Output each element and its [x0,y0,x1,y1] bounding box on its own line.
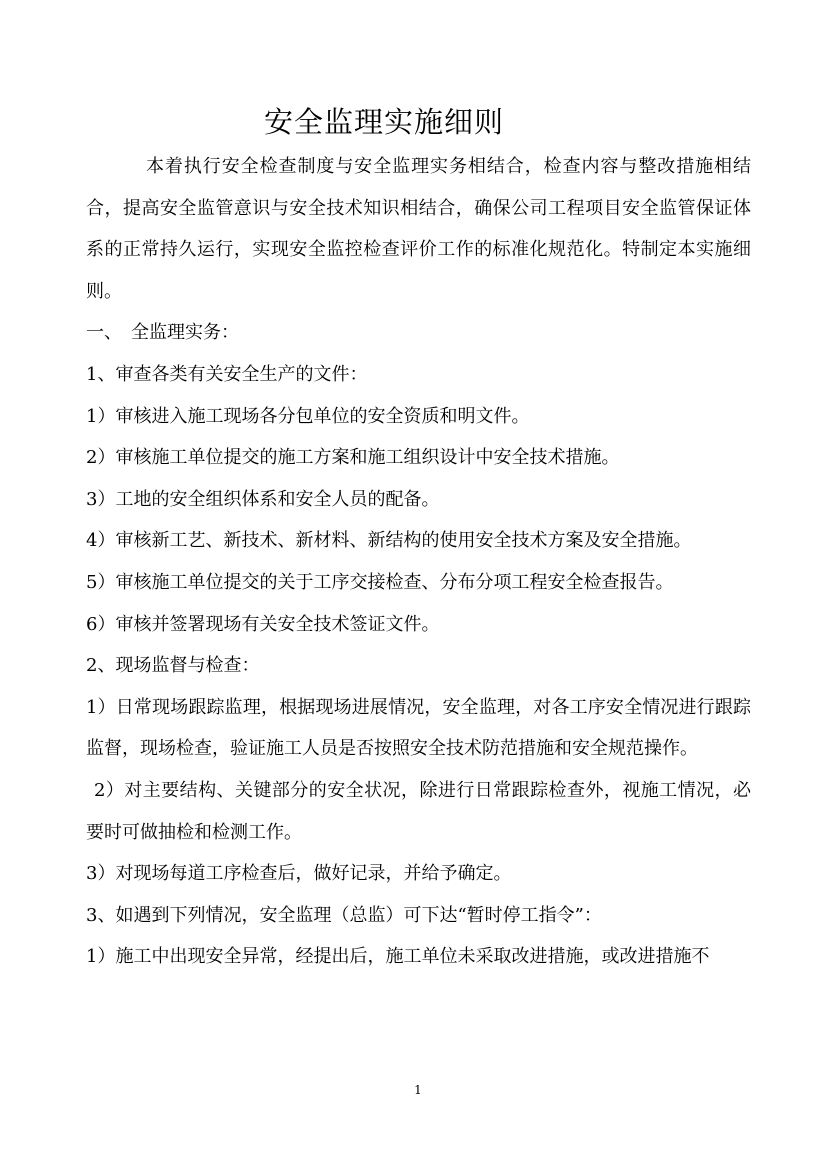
subsection-heading: 1、审查各类有关安全生产的文件： [86,363,368,385]
list-item: 1）日常现场跟踪监理，根据现场进展情况，安全监理，对各工序安全情况进行跟踪监督，现场检查，验证施工人员是否按照安全技术防范措施和安全规范操作。 [86,696,751,760]
list-item: 5）审核施工单位提交的关于工序交接检查、分布分项工程安全检查报告。 [86,571,674,593]
list-item: 3）对现场每道工序检查后，做好记录，并给予确定。 [86,863,512,885]
intro-paragraph: 本着执行安全检查制度与安全监理实务相结合，检查内容与整改措施相结合，提高安全监管意识与安全技术知识相结合，确保公司工程项目安全监管保证体系的正常持久运行，实现安全监控检查评价工作的标准化规范化。特制定本实施细则。 [86,156,751,302]
list-item: 2）对主要结构、关键部分的安全状况，除进行日常跟踪检查外，视施工情况，必要时可做抽检和检测工作。 [86,779,751,843]
subsection-heading: 2、现场监督与检查： [86,655,260,677]
list-item: 1）审核进入施工现场各分包单位的安全资质和明文件。 [86,405,530,427]
page-number: 1 [414,1083,422,1097]
document-title: 安全监理实施细则 [263,105,504,139]
list-item: 1）施工中出现安全异常，经提出后，施工单位未采取改进措施，或改进措施不 [86,946,710,968]
list-item: 6）审核并签署现场有关安全技术签证文件。 [86,613,440,635]
list-item: 3）工地的安全组织体系和安全人员的配备。 [86,488,440,510]
list-item: 2）审核施工单位提交的施工方案和施工组织设计中安全技术措施。 [86,447,620,469]
subsection-heading: 3、如遇到下列情况，安全监理（总监）可下达“暂时停工指令”： [86,904,602,926]
document-body [86,146,751,978]
list-item: 4）审核新工艺、新技术、新材料、新结构的使用安全技术方案及安全措施。 [86,530,692,552]
section-heading: 一、 全监理实务： [86,322,239,344]
